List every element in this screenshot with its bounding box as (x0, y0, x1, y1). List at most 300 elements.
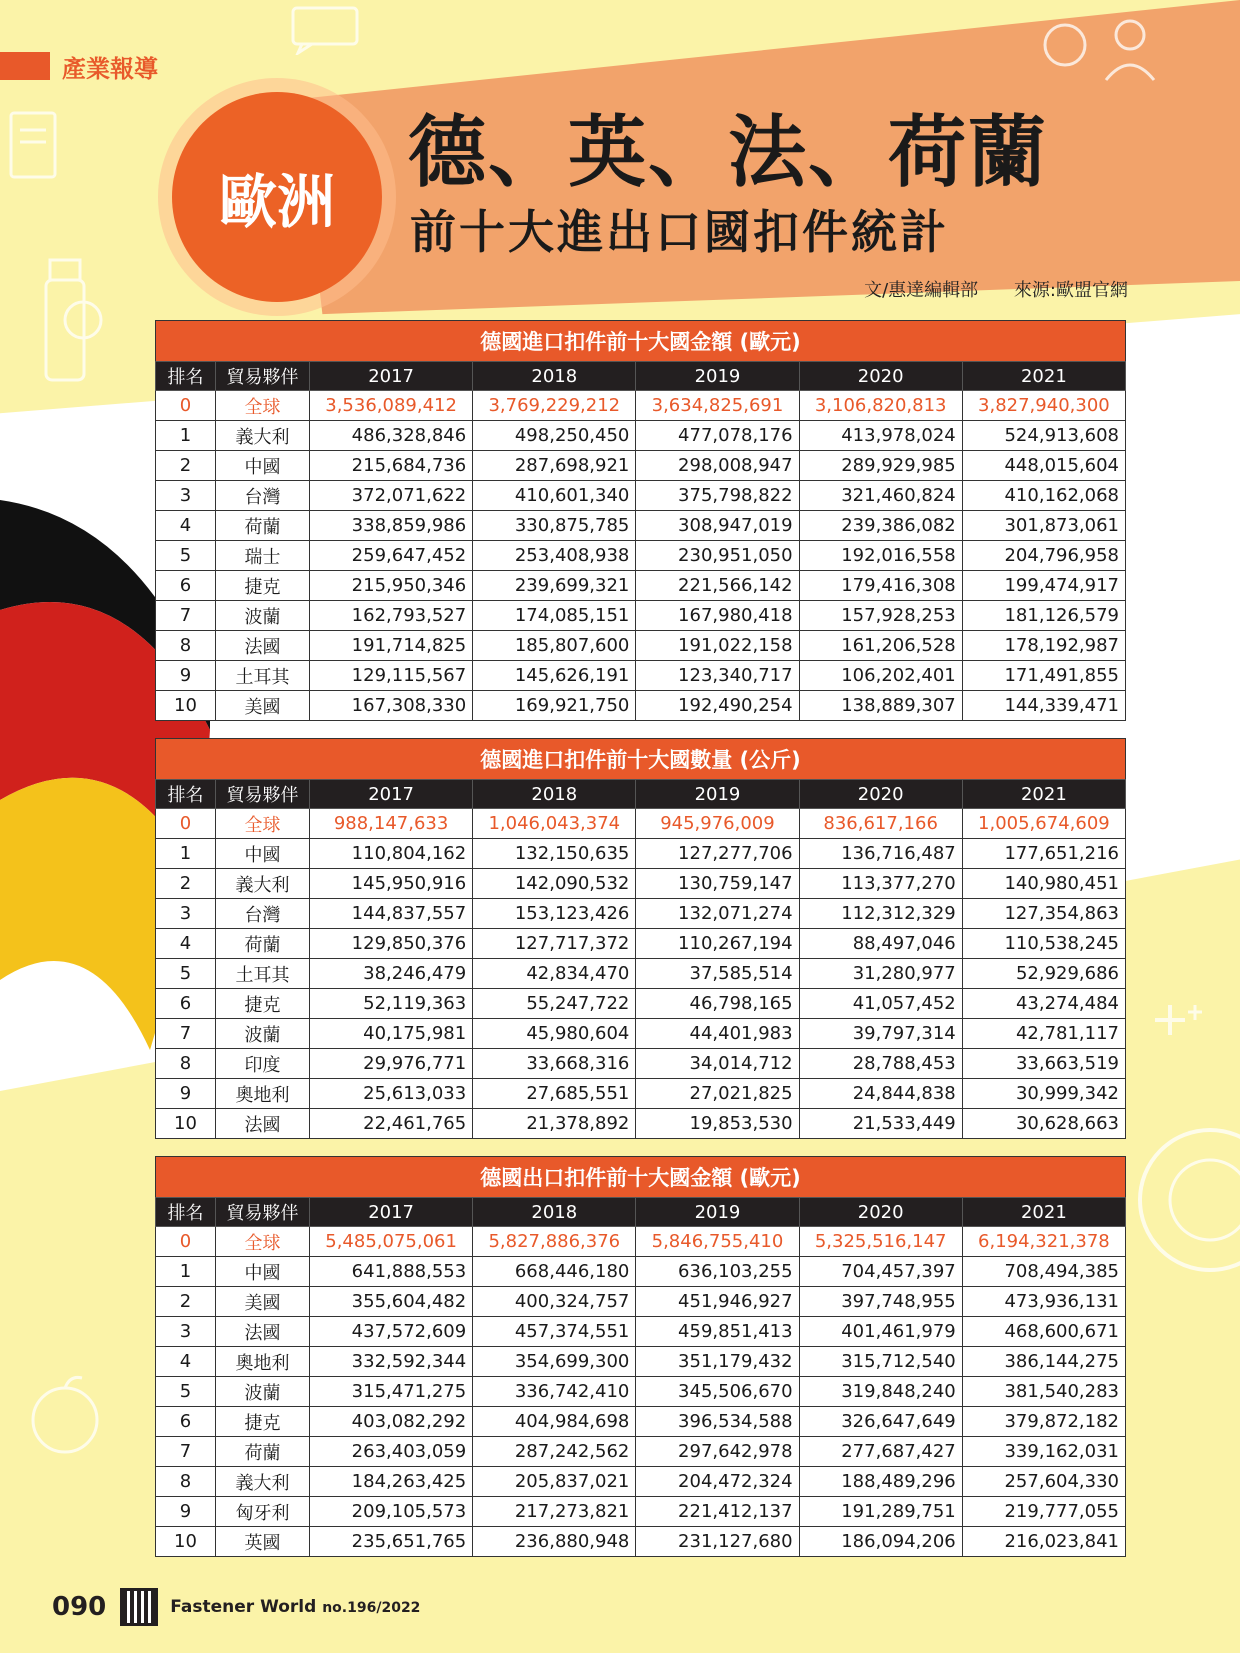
value-cell: 33,668,316 (473, 1049, 636, 1079)
value-cell: 169,921,750 (473, 691, 636, 721)
value-cell: 204,796,958 (962, 541, 1125, 571)
value-cell: 174,085,151 (473, 601, 636, 631)
value-cell: 145,626,191 (473, 661, 636, 691)
value-cell: 3,536,089,412 (310, 391, 473, 421)
rank-cell: 5 (156, 541, 216, 571)
value-cell: 6,194,321,378 (962, 1227, 1125, 1257)
partner-cell: 波蘭 (216, 601, 310, 631)
data-table-1 (155, 320, 1126, 721)
value-cell: 410,601,340 (473, 481, 636, 511)
value-cell: 113,377,270 (799, 869, 962, 899)
value-cell: 945,976,009 (636, 809, 799, 839)
value-cell: 451,946,927 (636, 1287, 799, 1317)
table-row (156, 959, 1126, 989)
table-row-global-total (156, 809, 1126, 839)
value-cell: 708,494,385 (962, 1257, 1125, 1287)
value-cell: 448,015,604 (962, 451, 1125, 481)
value-cell: 1,046,043,374 (473, 809, 636, 839)
column-header: 2017 (310, 362, 473, 391)
value-cell: 52,929,686 (962, 959, 1125, 989)
rank-cell: 4 (156, 1347, 216, 1377)
value-cell: 112,312,329 (799, 899, 962, 929)
section-tag-label: 產業報導 (62, 54, 158, 83)
value-cell: 127,354,863 (962, 899, 1125, 929)
partner-cell: 義大利 (216, 421, 310, 451)
value-cell: 5,827,886,376 (473, 1227, 636, 1257)
value-cell: 186,094,206 (799, 1527, 962, 1557)
column-header: 貿易夥伴 (216, 780, 310, 809)
value-cell: 263,403,059 (310, 1437, 473, 1467)
column-header: 2018 (473, 362, 636, 391)
value-cell: 21,533,449 (799, 1109, 962, 1139)
value-cell: 5,485,075,061 (310, 1227, 473, 1257)
partner-cell: 中國 (216, 451, 310, 481)
magazine-title: Fastener World (170, 1597, 317, 1617)
value-cell: 704,457,397 (799, 1257, 962, 1287)
flask-icon (38, 255, 108, 410)
partner-cell: 瑞士 (216, 541, 310, 571)
partner-cell: 荷蘭 (216, 929, 310, 959)
rank-cell: 1 (156, 1257, 216, 1287)
table-row (156, 869, 1126, 899)
partner-cell: 奧地利 (216, 1079, 310, 1109)
value-cell: 130,759,147 (636, 869, 799, 899)
value-cell: 140,980,451 (962, 869, 1125, 899)
value-cell: 351,179,432 (636, 1347, 799, 1377)
value-cell: 636,103,255 (636, 1257, 799, 1287)
section-tag (0, 52, 158, 83)
partner-cell: 義大利 (216, 869, 310, 899)
value-cell: 185,807,600 (473, 631, 636, 661)
value-cell: 30,628,663 (962, 1109, 1125, 1139)
table-row (156, 1407, 1126, 1437)
rank-cell: 6 (156, 1407, 216, 1437)
value-cell: 326,647,649 (799, 1407, 962, 1437)
partner-cell: 中國 (216, 839, 310, 869)
partner-cell: 荷蘭 (216, 511, 310, 541)
value-cell: 289,929,985 (799, 451, 962, 481)
value-cell: 41,057,452 (799, 989, 962, 1019)
chat-bubble-icon (290, 0, 360, 70)
partner-cell: 義大利 (216, 1467, 310, 1497)
value-cell: 3,106,820,813 (799, 391, 962, 421)
value-cell: 39,797,314 (799, 1019, 962, 1049)
value-cell: 157,928,253 (799, 601, 962, 631)
value-cell: 231,127,680 (636, 1527, 799, 1557)
value-cell: 171,491,855 (962, 661, 1125, 691)
value-cell: 379,872,182 (962, 1407, 1125, 1437)
table-row-global-total (156, 391, 1126, 421)
value-cell: 37,585,514 (636, 959, 799, 989)
value-cell: 301,873,061 (962, 511, 1125, 541)
rank-cell: 7 (156, 1437, 216, 1467)
value-cell: 209,105,573 (310, 1497, 473, 1527)
table-header-row (156, 362, 1126, 391)
partner-cell: 法國 (216, 1109, 310, 1139)
value-cell: 437,572,609 (310, 1317, 473, 1347)
value-cell: 88,497,046 (799, 929, 962, 959)
table-row (156, 1347, 1126, 1377)
byline-author: 文/惠達編輯部 (864, 280, 979, 301)
table-row (156, 1497, 1126, 1527)
value-cell: 184,263,425 (310, 1467, 473, 1497)
column-header: 排名 (156, 780, 216, 809)
rank-cell: 2 (156, 451, 216, 481)
value-cell: 404,984,698 (473, 1407, 636, 1437)
column-header: 2017 (310, 1198, 473, 1227)
rank-cell: 5 (156, 1377, 216, 1407)
value-cell: 5,846,755,410 (636, 1227, 799, 1257)
table-row (156, 481, 1126, 511)
value-cell: 401,461,979 (799, 1317, 962, 1347)
value-cell: 668,446,180 (473, 1257, 636, 1287)
value-cell: 153,123,426 (473, 899, 636, 929)
value-cell: 988,147,633 (310, 809, 473, 839)
partner-cell: 捷克 (216, 571, 310, 601)
value-cell: 215,684,736 (310, 451, 473, 481)
partner-cell: 美國 (216, 691, 310, 721)
table-row (156, 989, 1126, 1019)
value-cell: 22,461,765 (310, 1109, 473, 1139)
value-cell: 5,325,516,147 (799, 1227, 962, 1257)
table-row (156, 601, 1126, 631)
value-cell: 396,534,588 (636, 1407, 799, 1437)
table-row (156, 1257, 1126, 1287)
byline-source: 來源:歐盟官網 (1013, 280, 1128, 301)
rank-cell: 0 (156, 1227, 216, 1257)
rank-cell: 3 (156, 1317, 216, 1347)
table-row-global-total (156, 1227, 1126, 1257)
value-cell: 19,853,530 (636, 1109, 799, 1139)
value-cell: 145,950,916 (310, 869, 473, 899)
value-cell: 204,472,324 (636, 1467, 799, 1497)
column-header: 2018 (473, 1198, 636, 1227)
table-row (156, 1287, 1126, 1317)
value-cell: 345,506,670 (636, 1377, 799, 1407)
value-cell: 110,538,245 (962, 929, 1125, 959)
rank-cell: 8 (156, 631, 216, 661)
partner-cell: 法國 (216, 631, 310, 661)
value-cell: 403,082,292 (310, 1407, 473, 1437)
value-cell: 3,827,940,300 (962, 391, 1125, 421)
column-header: 2019 (636, 362, 799, 391)
rank-cell: 3 (156, 899, 216, 929)
value-cell: 191,022,158 (636, 631, 799, 661)
region-label: 歐洲 (218, 168, 335, 236)
value-cell: 277,687,427 (799, 1437, 962, 1467)
value-cell: 167,980,418 (636, 601, 799, 631)
value-cell: 27,021,825 (636, 1079, 799, 1109)
page-subtitle: 前十大進出口國扣件統計 (410, 205, 949, 259)
value-cell: 259,647,452 (310, 541, 473, 571)
rank-cell: 1 (156, 839, 216, 869)
value-cell: 161,206,528 (799, 631, 962, 661)
column-header: 2020 (799, 362, 962, 391)
value-cell: 524,913,608 (962, 421, 1125, 451)
value-cell: 144,339,471 (962, 691, 1125, 721)
table-row (156, 1019, 1126, 1049)
table-row (156, 631, 1126, 661)
value-cell: 339,162,031 (962, 1437, 1125, 1467)
rank-cell: 3 (156, 481, 216, 511)
value-cell: 216,023,841 (962, 1527, 1125, 1557)
data-table-2 (155, 738, 1126, 1139)
table-row (156, 1377, 1126, 1407)
value-cell: 330,875,785 (473, 511, 636, 541)
value-cell: 205,837,021 (473, 1467, 636, 1497)
rank-cell: 2 (156, 1287, 216, 1317)
partner-cell: 荷蘭 (216, 1437, 310, 1467)
qr-code-icon (120, 1588, 158, 1626)
value-cell: 38,246,479 (310, 959, 473, 989)
partner-cell: 土耳其 (216, 959, 310, 989)
table-row (156, 541, 1126, 571)
value-cell: 457,374,551 (473, 1317, 636, 1347)
table-row (156, 691, 1126, 721)
value-cell: 34,014,712 (636, 1049, 799, 1079)
partner-cell: 匈牙利 (216, 1497, 310, 1527)
rank-cell: 7 (156, 601, 216, 631)
value-cell: 42,834,470 (473, 959, 636, 989)
value-cell: 257,604,330 (962, 1467, 1125, 1497)
value-cell: 235,651,765 (310, 1527, 473, 1557)
rank-cell: 10 (156, 1109, 216, 1139)
value-cell: 132,071,274 (636, 899, 799, 929)
rank-cell: 9 (156, 1079, 216, 1109)
rank-cell: 6 (156, 571, 216, 601)
value-cell: 40,175,981 (310, 1019, 473, 1049)
partner-cell: 美國 (216, 1287, 310, 1317)
value-cell: 33,663,519 (962, 1049, 1125, 1079)
value-cell: 167,308,330 (310, 691, 473, 721)
partner-cell: 全球 (216, 809, 310, 839)
value-cell: 338,859,986 (310, 511, 473, 541)
partner-cell: 台灣 (216, 899, 310, 929)
value-cell: 641,888,553 (310, 1257, 473, 1287)
value-cell: 297,642,978 (636, 1437, 799, 1467)
value-cell: 215,950,346 (310, 571, 473, 601)
rank-cell: 7 (156, 1019, 216, 1049)
value-cell: 287,242,562 (473, 1437, 636, 1467)
value-cell: 199,474,917 (962, 571, 1125, 601)
value-cell: 24,844,838 (799, 1079, 962, 1109)
table-title: 德國進口扣件前十大國數量 (公斤) (155, 738, 1126, 779)
value-cell: 144,837,557 (310, 899, 473, 929)
value-cell: 191,289,751 (799, 1497, 962, 1527)
table-row (156, 899, 1126, 929)
value-cell: 836,617,166 (799, 809, 962, 839)
magazine-name (170, 1597, 420, 1617)
table-title: 德國進口扣件前十大國金額 (歐元) (155, 320, 1126, 361)
value-cell: 410,162,068 (962, 481, 1125, 511)
table-row (156, 1527, 1126, 1557)
table-row (156, 421, 1126, 451)
column-header: 2020 (799, 1198, 962, 1227)
value-cell: 375,798,822 (636, 481, 799, 511)
value-cell: 136,716,487 (799, 839, 962, 869)
rank-cell: 8 (156, 1467, 216, 1497)
value-cell: 298,008,947 (636, 451, 799, 481)
column-header: 排名 (156, 1198, 216, 1227)
value-cell: 236,880,948 (473, 1527, 636, 1557)
document-icon (8, 110, 58, 195)
value-cell: 28,788,453 (799, 1049, 962, 1079)
value-cell: 3,769,229,212 (473, 391, 636, 421)
value-cell: 386,144,275 (962, 1347, 1125, 1377)
rank-cell: 8 (156, 1049, 216, 1079)
value-cell: 468,600,671 (962, 1317, 1125, 1347)
rank-cell: 9 (156, 1497, 216, 1527)
value-cell: 239,386,082 (799, 511, 962, 541)
value-cell: 46,798,165 (636, 989, 799, 1019)
value-cell: 29,976,771 (310, 1049, 473, 1079)
chart-circle-icon (1130, 1120, 1240, 1335)
region-circle-badge (172, 92, 382, 302)
table-row (156, 1317, 1126, 1347)
partner-cell: 印度 (216, 1049, 310, 1079)
value-cell: 355,604,482 (310, 1287, 473, 1317)
value-cell: 486,328,846 (310, 421, 473, 451)
value-cell: 253,408,938 (473, 541, 636, 571)
table-row (156, 661, 1126, 691)
table-row (156, 1109, 1126, 1139)
page-footer (52, 1588, 420, 1626)
partner-cell: 土耳其 (216, 661, 310, 691)
table-header-row (156, 1198, 1126, 1227)
table-row (156, 571, 1126, 601)
value-cell: 123,340,717 (636, 661, 799, 691)
value-cell: 129,850,376 (310, 929, 473, 959)
partner-cell: 全球 (216, 391, 310, 421)
value-cell: 498,250,450 (473, 421, 636, 451)
rank-cell: 5 (156, 959, 216, 989)
partner-cell: 全球 (216, 1227, 310, 1257)
byline (864, 276, 1128, 302)
table-row (156, 451, 1126, 481)
value-cell: 42,781,117 (962, 1019, 1125, 1049)
value-cell: 459,851,413 (636, 1317, 799, 1347)
value-cell: 473,936,131 (962, 1287, 1125, 1317)
column-header: 2019 (636, 780, 799, 809)
table-row (156, 511, 1126, 541)
value-cell: 221,412,137 (636, 1497, 799, 1527)
column-header: 2021 (962, 1198, 1125, 1227)
data-table-3 (155, 1156, 1126, 1557)
rank-cell: 4 (156, 929, 216, 959)
rank-cell: 6 (156, 989, 216, 1019)
value-cell: 308,947,019 (636, 511, 799, 541)
column-header: 2018 (473, 780, 636, 809)
value-cell: 110,804,162 (310, 839, 473, 869)
column-header: 2020 (799, 780, 962, 809)
value-cell: 45,980,604 (473, 1019, 636, 1049)
value-cell: 397,748,955 (799, 1287, 962, 1317)
page-number: 090 (52, 1592, 107, 1622)
value-cell: 142,090,532 (473, 869, 636, 899)
rank-cell: 9 (156, 661, 216, 691)
value-cell: 27,685,551 (473, 1079, 636, 1109)
value-cell: 191,714,825 (310, 631, 473, 661)
value-cell: 319,848,240 (799, 1377, 962, 1407)
value-cell: 413,978,024 (799, 421, 962, 451)
value-cell: 354,699,300 (473, 1347, 636, 1377)
table-header-row (156, 780, 1126, 809)
partner-cell: 奧地利 (216, 1347, 310, 1377)
value-cell: 287,698,921 (473, 451, 636, 481)
table-row (156, 929, 1126, 959)
table-title: 德國出口扣件前十大國金額 (歐元) (155, 1156, 1126, 1197)
value-cell: 43,274,484 (962, 989, 1125, 1019)
value-cell: 336,742,410 (473, 1377, 636, 1407)
value-cell: 230,951,050 (636, 541, 799, 571)
value-cell: 110,267,194 (636, 929, 799, 959)
rank-cell: 10 (156, 1527, 216, 1557)
value-cell: 179,416,308 (799, 571, 962, 601)
value-cell: 1,005,674,609 (962, 809, 1125, 839)
table-grid (155, 779, 1126, 1139)
value-cell: 315,712,540 (799, 1347, 962, 1377)
value-cell: 400,324,757 (473, 1287, 636, 1317)
table-row (156, 1437, 1126, 1467)
value-cell: 477,078,176 (636, 421, 799, 451)
rank-cell: 10 (156, 691, 216, 721)
value-cell: 127,717,372 (473, 929, 636, 959)
value-cell: 381,540,283 (962, 1377, 1125, 1407)
value-cell: 132,150,635 (473, 839, 636, 869)
partner-cell: 波蘭 (216, 1377, 310, 1407)
value-cell: 217,273,821 (473, 1497, 636, 1527)
rank-cell: 2 (156, 869, 216, 899)
column-header: 貿易夥伴 (216, 362, 310, 391)
column-header: 排名 (156, 362, 216, 391)
column-header: 2017 (310, 780, 473, 809)
value-cell: 177,651,216 (962, 839, 1125, 869)
value-cell: 21,378,892 (473, 1109, 636, 1139)
column-header: 2021 (962, 362, 1125, 391)
value-cell: 162,793,527 (310, 601, 473, 631)
apple-icon (20, 1370, 110, 1475)
value-cell: 192,016,558 (799, 541, 962, 571)
column-header: 2021 (962, 780, 1125, 809)
rank-cell: 0 (156, 391, 216, 421)
value-cell: 192,490,254 (636, 691, 799, 721)
value-cell: 332,592,344 (310, 1347, 473, 1377)
value-cell: 106,202,401 (799, 661, 962, 691)
value-cell: 31,280,977 (799, 959, 962, 989)
value-cell: 181,126,579 (962, 601, 1125, 631)
value-cell: 52,119,363 (310, 989, 473, 1019)
column-header: 貿易夥伴 (216, 1198, 310, 1227)
value-cell: 127,277,706 (636, 839, 799, 869)
table-grid (155, 361, 1126, 721)
value-cell: 188,489,296 (799, 1467, 962, 1497)
partner-cell: 法國 (216, 1317, 310, 1347)
table-row (156, 839, 1126, 869)
partner-cell: 中國 (216, 1257, 310, 1287)
partner-cell: 波蘭 (216, 1019, 310, 1049)
partner-cell: 台灣 (216, 481, 310, 511)
value-cell: 138,889,307 (799, 691, 962, 721)
table-row (156, 1049, 1126, 1079)
value-cell: 55,247,722 (473, 989, 636, 1019)
partner-cell: 英國 (216, 1527, 310, 1557)
value-cell: 315,471,275 (310, 1377, 473, 1407)
value-cell: 219,777,055 (962, 1497, 1125, 1527)
page-title: 德、英、法、荷蘭 (408, 108, 1049, 198)
rank-cell: 4 (156, 511, 216, 541)
rank-cell: 0 (156, 809, 216, 839)
table-row (156, 1079, 1126, 1109)
